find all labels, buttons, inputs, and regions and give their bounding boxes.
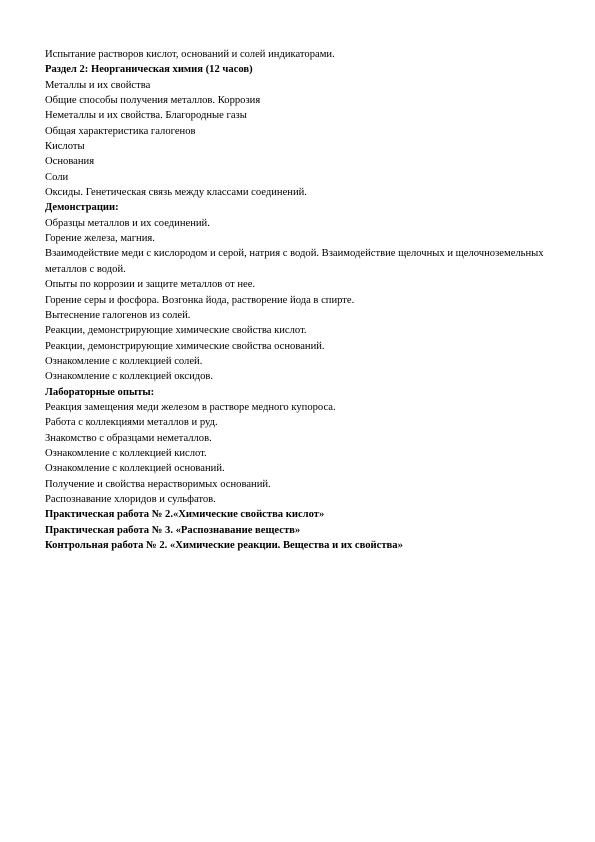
practical-work-3: Практическая работа № 3. «Распознавание веществ»: [45, 524, 301, 536]
text-paragraph: Взаимодействие меди с кислородом и серой, натрия с водой. Взаимодействие щелочных и щелочноземельных металлов с водой.: [45, 248, 544, 275]
text-line: Ознакомление с коллекцией оснований.: [45, 463, 225, 475]
text-line: Знакомство с образцами неметаллов.: [45, 432, 212, 444]
text-line: Распознавание хлоридов и сульфатов.: [45, 493, 216, 505]
text-line: Горение серы и фосфора. Возгонка йода, растворение йода в спирте.: [45, 294, 355, 306]
text-line: Реакция замещения меди железом в растворе медного купороса.: [45, 401, 336, 413]
practical-work-2: Практическая работа № 2.«Химические свойства кислот»: [45, 509, 325, 521]
text-line: Ознакомление с коллекцией кислот.: [45, 447, 207, 459]
section-heading: Раздел 2: Неорганическая химия (12 часов): [45, 64, 253, 76]
text-line: Основания: [45, 156, 95, 168]
demonstrations-heading: Демонстрации:: [45, 202, 119, 214]
text-line: Работа с коллекциями металлов и руд.: [45, 417, 218, 429]
text-line: Вытеснение галогенов из солей.: [45, 309, 191, 321]
document-body: [45, 47, 555, 553]
text-line: Общие способы получения металлов. Коррозия: [45, 95, 261, 107]
text-line: Металлы и их свойства: [45, 79, 151, 91]
text-line: Ознакомление с коллекцией солей.: [45, 355, 203, 367]
text-line: Опыты по коррозии и защите металлов от нее.: [45, 279, 256, 291]
text-line: Испытание растворов кислот, оснований и солей индикаторами.: [45, 49, 335, 60]
text-line: Получение и свойства нерастворимых оснований.: [45, 478, 271, 490]
text-line: Реакции, демонстрирующие химические свойства кислот.: [45, 325, 307, 337]
text-line: Реакции, демонстрирующие химические свойства оснований.: [45, 340, 325, 352]
lab-experiments-heading: Лабораторные опыты:: [45, 386, 155, 398]
text-line: Соли: [45, 171, 69, 183]
text-line: Оксиды. Генетическая связь между классами соединений.: [45, 187, 307, 199]
text-line: Общая характеристика галогенов: [45, 125, 196, 137]
control-work-2: Контрольная работа № 2. «Химические реакции. Вещества и их свойства»: [45, 540, 403, 551]
text-line: Неметаллы и их свойства. Благородные газы: [45, 110, 247, 122]
text-line: Ознакомление с коллекцией оксидов.: [45, 371, 214, 383]
text-line: Образцы металлов и их соединений.: [45, 217, 210, 229]
text-line: Кислоты: [45, 141, 85, 153]
text-line: Горение железа, магния.: [45, 233, 155, 245]
